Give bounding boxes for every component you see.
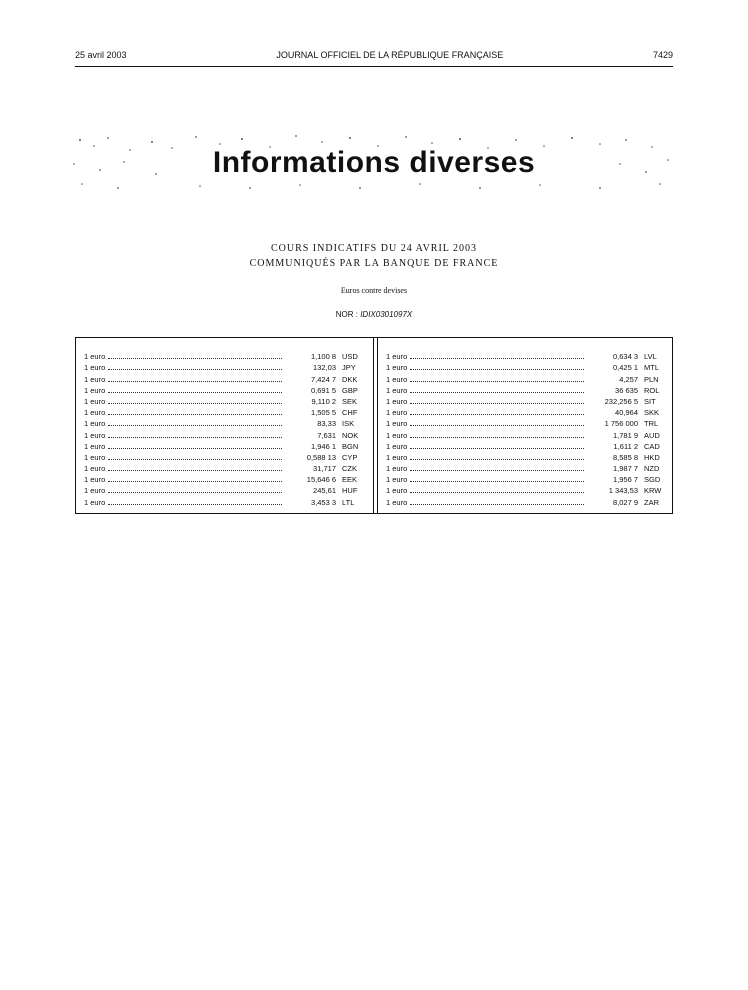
rate-row — [386, 429, 672, 440]
rate-row — [386, 362, 672, 373]
header-rule — [75, 66, 673, 67]
currency-code: LTL — [342, 497, 355, 507]
rate-row — [84, 362, 370, 373]
dot-leader — [108, 437, 282, 438]
rate-row — [84, 452, 370, 463]
dot-leader — [410, 492, 584, 493]
nor-reference — [0, 310, 748, 319]
rate-value: 31,717 — [313, 464, 336, 474]
currency-code: ROL — [644, 385, 660, 395]
rates-column-left — [84, 351, 370, 508]
currency-code: USD — [342, 352, 358, 362]
currency-code: HKD — [644, 452, 660, 462]
rate-value: 8,585 8 — [612, 452, 638, 462]
rate-value: 3,453 3 — [310, 497, 336, 507]
currency-code: SKK — [644, 408, 660, 418]
rate-label: 1 euro — [386, 452, 408, 462]
dot-leader — [108, 369, 282, 370]
rate-label: 1 euro — [386, 352, 408, 362]
currency-code: LVL — [644, 352, 657, 362]
currency-code: AUD — [644, 430, 660, 440]
dot-leader — [410, 414, 584, 415]
rate-value: 36 635 — [615, 385, 638, 395]
currency-code: SEK — [342, 396, 358, 406]
rate-row — [84, 429, 370, 440]
currency-code: CYP — [342, 452, 358, 462]
rate-value: 1,100 8 — [310, 352, 336, 362]
notice-title-line1: COURS INDICATIFS DU 24 AVRIL 2003 — [270, 243, 478, 254]
rate-label: 1 euro — [386, 475, 408, 485]
dot-leader — [410, 403, 584, 404]
rate-label: 1 euro — [84, 441, 106, 451]
dot-leader — [410, 392, 584, 393]
rate-row — [386, 351, 672, 362]
rate-value: 7,631 — [317, 430, 336, 440]
currency-code: NZD — [644, 464, 660, 474]
dot-leader — [410, 481, 584, 482]
dot-leader — [108, 470, 282, 471]
rate-value: 1,505 5 — [310, 408, 336, 418]
rate-row — [386, 452, 672, 463]
rate-value: 1 756 000 — [604, 419, 638, 429]
rate-row — [386, 385, 672, 396]
currency-code: EEK — [342, 475, 358, 485]
rate-value: 0,691 5 — [310, 385, 336, 395]
rate-value: 1,781 9 — [612, 430, 638, 440]
currency-code: MTL — [644, 363, 659, 373]
rate-label: 1 euro — [386, 441, 408, 451]
dot-leader — [410, 358, 584, 359]
dot-leader — [108, 414, 282, 415]
header-date: 25 avril 2003 — [75, 50, 127, 60]
rate-label: 1 euro — [386, 396, 408, 406]
dot-leader — [410, 448, 584, 449]
notice-subtitle: Euros contre devises — [340, 286, 408, 295]
rate-row — [84, 463, 370, 474]
currency-code: HUF — [342, 486, 358, 496]
currency-code: CAD — [644, 441, 660, 451]
dot-leader — [410, 459, 584, 460]
dot-leader — [410, 369, 584, 370]
rate-value: 1,946 1 — [310, 441, 336, 451]
rate-value: 232,256 5 — [604, 396, 638, 406]
dot-leader — [410, 381, 584, 382]
exchange-rates-table — [75, 337, 673, 514]
dot-leader — [108, 403, 282, 404]
rate-value: 4,257 — [619, 374, 638, 384]
rate-row — [84, 441, 370, 452]
currency-code: CHF — [342, 408, 358, 418]
rate-value: 83,33 — [317, 419, 336, 429]
rate-label: 1 euro — [84, 352, 106, 362]
rate-value: 1 343,53 — [608, 486, 638, 496]
header-journal-title: JOURNAL OFFICIEL DE LA RÉPUBLIQUE FRANÇAISE — [276, 50, 504, 60]
rate-row — [84, 485, 370, 496]
dot-leader — [108, 425, 282, 426]
dot-leader — [410, 470, 584, 471]
dot-leader — [410, 425, 584, 426]
header-page-number: 7429 — [652, 50, 673, 60]
rate-row — [84, 407, 370, 418]
rate-label: 1 euro — [386, 430, 408, 440]
column-divider — [373, 338, 378, 513]
notice-title-line2: COMMUNIQUÉS PAR LA BANQUE DE FRANCE — [249, 258, 499, 269]
rate-label: 1 euro — [84, 374, 106, 384]
dot-leader — [108, 358, 282, 359]
rate-row — [386, 485, 672, 496]
rate-row — [386, 474, 672, 485]
rate-row — [386, 373, 672, 384]
rate-label: 1 euro — [386, 374, 408, 384]
currency-code: TRL — [644, 419, 659, 429]
rate-value: 0,425 1 — [612, 363, 638, 373]
rate-value: 0,588 13 — [306, 452, 336, 462]
currency-code: GBP — [342, 385, 358, 395]
rate-value: 1,611 2 — [613, 441, 638, 451]
currency-code: ISK — [342, 419, 355, 429]
rate-label: 1 euro — [386, 385, 408, 395]
rate-value: 132,03 — [313, 363, 336, 373]
rate-value: 1,956 7 — [612, 475, 638, 485]
currency-code: KRW — [644, 486, 662, 496]
rate-value: 40,964 — [615, 408, 638, 418]
rate-value: 245,61 — [313, 486, 336, 496]
currency-code: DKK — [342, 374, 358, 384]
dot-leader — [410, 437, 584, 438]
rate-label: 1 euro — [84, 486, 106, 496]
currency-code: BGN — [342, 441, 359, 451]
rate-row — [84, 418, 370, 429]
rate-value: 0,634 3 — [612, 352, 638, 362]
rate-label: 1 euro — [386, 486, 408, 496]
dot-leader — [108, 504, 282, 505]
dot-leader — [108, 481, 282, 482]
rate-row — [84, 373, 370, 384]
rate-label: 1 euro — [84, 452, 106, 462]
currency-code: ZAR — [644, 497, 659, 507]
rate-label: 1 euro — [386, 408, 408, 418]
rate-label: 1 euro — [84, 385, 106, 395]
rate-row — [386, 418, 672, 429]
dot-leader — [410, 504, 584, 505]
rate-label: 1 euro — [84, 408, 106, 418]
dot-leader — [108, 381, 282, 382]
rate-row — [84, 496, 370, 507]
rate-label: 1 euro — [84, 396, 106, 406]
currency-code: NOK — [342, 430, 359, 440]
rate-label: 1 euro — [386, 497, 408, 507]
rate-label: 1 euro — [84, 464, 106, 474]
rate-label: 1 euro — [386, 464, 408, 474]
currency-code: JPY — [342, 363, 356, 373]
section-title: Informations diverses — [212, 146, 536, 179]
rate-label: 1 euro — [386, 363, 408, 373]
rate-label: 1 euro — [386, 419, 408, 429]
currency-code: SGD — [644, 475, 661, 485]
rate-row — [386, 496, 672, 507]
currency-code: SIT — [644, 396, 656, 406]
rate-value: 15,646 6 — [306, 475, 336, 485]
rate-row — [84, 396, 370, 407]
rate-row — [386, 463, 672, 474]
rate-value: 9,110 2 — [311, 396, 336, 406]
dot-leader — [108, 459, 282, 460]
rate-row — [84, 385, 370, 396]
currency-code: CZK — [342, 464, 357, 474]
rate-row — [386, 441, 672, 452]
rate-value: 1,987 7 — [612, 464, 638, 474]
rate-label: 1 euro — [84, 475, 106, 485]
nor-label: NOR : — [335, 310, 358, 319]
dot-leader — [108, 392, 282, 393]
rates-column-right — [386, 351, 672, 508]
dot-leader — [108, 448, 282, 449]
rate-label: 1 euro — [84, 363, 106, 373]
page-header — [75, 48, 673, 62]
rate-value: 8,027 9 — [612, 497, 638, 507]
nor-code: IDIX0301097X — [360, 310, 413, 319]
rate-row — [386, 407, 672, 418]
rate-row — [386, 396, 672, 407]
dot-leader — [108, 492, 282, 493]
rate-row — [84, 474, 370, 485]
currency-code: PLN — [644, 374, 659, 384]
rate-value: 7,424 7 — [310, 374, 336, 384]
rate-label: 1 euro — [84, 497, 106, 507]
rate-label: 1 euro — [84, 419, 106, 429]
rate-label: 1 euro — [84, 430, 106, 440]
rate-row — [84, 351, 370, 362]
